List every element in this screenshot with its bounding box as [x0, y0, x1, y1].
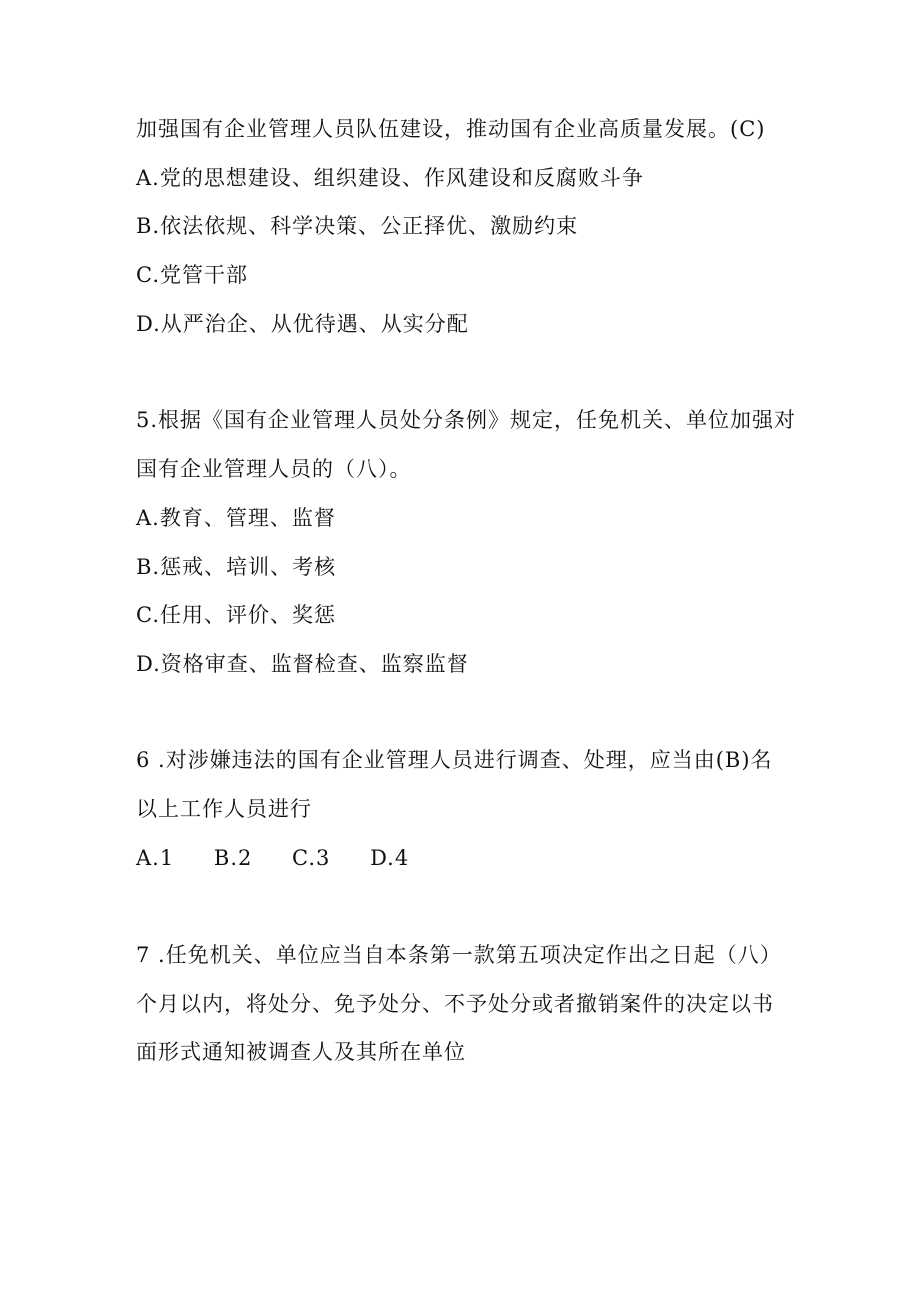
q4-option-a: A.党的思想建设、组织建设、作风建设和反腐败斗争	[136, 166, 644, 190]
q5-stem-line1: 5.根据《国有企业管理人员处分条例》规定，任免机关、单位加强对	[136, 408, 797, 432]
q6-stem-line2: 以上工作人员进行	[136, 797, 312, 821]
q7-stem-line1: 7 .任免机关、单位应当自本条第一款第五项决定作出之日起（八）	[136, 943, 782, 967]
q6-option-c: C.3	[292, 846, 331, 870]
q6-option-b: B.2	[213, 846, 253, 870]
q4-stem-tail: 加强国有企业管理人员队伍建设，推动国有企业高质量发展。(C)	[136, 117, 766, 141]
q6-options	[136, 843, 441, 873]
q5-option-c: C.任用、评价、奖惩	[136, 603, 336, 627]
q5-option-a: A.教育、管理、监督	[136, 506, 336, 530]
q7-stem-line2: 个月以内，将处分、免予处分、不予处分或者撤销案件的决定以书	[136, 992, 774, 1016]
q7-stem-line3: 面形式通知被调查人及其所在单位	[136, 1040, 466, 1064]
q4-option-d: D.从严治企、从优待遇、从实分配	[136, 312, 469, 336]
q5-stem-line2: 国有企业管理人员的（八）。	[136, 457, 412, 481]
q5-option-d: D.资格审查、监督检查、监察监督	[136, 652, 469, 676]
q6-option-d: D.4	[370, 846, 410, 870]
q6-option-a: A.1	[136, 846, 175, 870]
q4-option-c: C.党管干部	[136, 263, 248, 287]
q6-stem-line1: 6 .对涉嫌违法的国有企业管理人员进行调查、处理，应当由(B)名	[136, 748, 773, 772]
q4-option-b: B.依法依规、科学决策、公正择优、激励约束	[136, 214, 579, 238]
q5-option-b: B.惩戒、培训、考核	[136, 555, 337, 579]
